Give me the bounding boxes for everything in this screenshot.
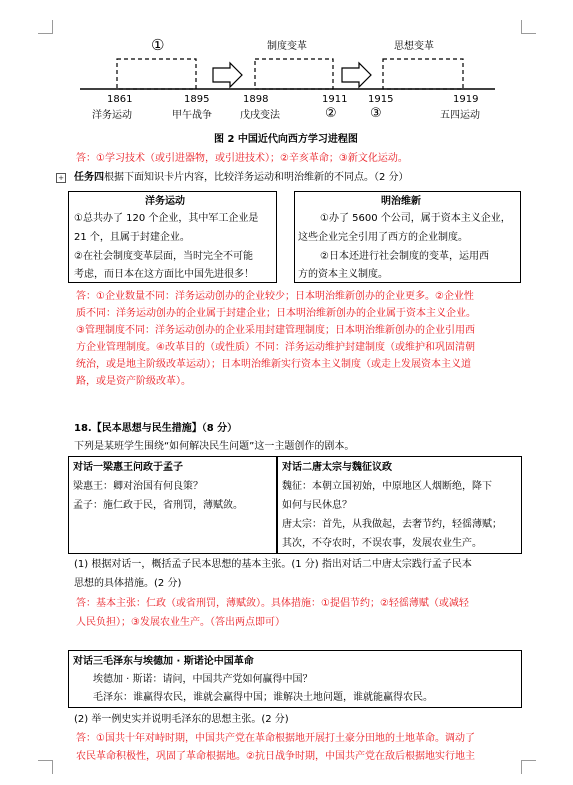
crop-mark: [38, 33, 53, 34]
crop-mark: [521, 20, 522, 34]
sub2-text: (2) 举一例史实并说明毛泽东的思想主张。(2 分): [74, 714, 289, 725]
timeline-year: 1919: [453, 94, 479, 105]
crop-mark: [38, 760, 53, 761]
dialog1-line: 孟子：施仁政于民，省刑罚，薄赋敛。: [73, 500, 243, 511]
timeline-event: 戊戌变法: [240, 110, 280, 121]
dialog3-line: 毛泽东：谁赢得农民，谁就会赢得中国；谁解决土地问题，谁就能赢得农民。: [93, 692, 433, 703]
q18-heading: 18.【民本思想与民生措施】（8 分）: [74, 423, 238, 434]
answer-4-line: 农民革命积极性，巩固了革命根据地。②抗日战争时期，中国共产党在敌后根据地实行地主: [76, 751, 475, 762]
dialog-divider: [276, 456, 278, 553]
card-meiji-line: 这些企业完全引用了西方的企业制度。: [298, 232, 468, 243]
answer-2-line: 路，或是资产阶级改革）。: [76, 376, 191, 387]
dialog1-line: 梁惠王：卿对治国有何良策？: [73, 481, 203, 492]
timeline-event: ②: [325, 106, 337, 121]
card-yangwu-line: ①总共办了 120 个企业，其中军工企业是: [74, 213, 259, 224]
timeline-year: 1915: [368, 94, 394, 105]
answer-1: 答：①学习技术（或引进器物，或引进技术）；②辛亥革命；③新文化运动。: [76, 153, 408, 164]
figure-caption: 图 2 中国近代向西方学习进程图: [214, 134, 358, 145]
timeline-year: 1895: [184, 94, 210, 105]
answer-2-line: 答：①企业数量不同：洋务运动创办的企业较少；日本明治维新创办的企业更多。②企业性: [76, 291, 474, 302]
dialog1-title: 对话一梁惠王问政于孟子: [73, 462, 183, 473]
q18-intro: 下列是某班学生围绕“如何解决民生问题”这一主题创作的剧本。: [74, 441, 355, 452]
timeline-event: ③: [370, 106, 382, 121]
crop-mark: [521, 760, 522, 774]
timeline-circle-one: ①: [151, 36, 165, 54]
crop-mark: [52, 20, 53, 34]
dialog3-line: 埃德加 · 斯诺：请问，中国共产党如何赢得中国？: [93, 674, 313, 685]
timeline-year: 1911: [322, 94, 348, 105]
task4-lead: 任务四: [74, 172, 104, 183]
card-meiji-title: 明治维新: [381, 196, 421, 207]
timeline-event: 洋务运动: [92, 110, 132, 121]
timeline-year: 1861: [107, 94, 133, 105]
card-meiji-line: ①办了 5600 个公司，属于资本主义企业，: [320, 213, 511, 224]
answer-2-line: 方企业管理制度。④改革目的（或性质）不同：洋务运动维护封建制度（或维护和巩固清朝: [76, 342, 475, 353]
timeline-label-institution: 制度变革: [267, 41, 307, 52]
dialog2-line: 唐太宗：首先，从我做起，去奢节约，轻徭薄赋；: [282, 519, 502, 530]
answer-4-line: 答：①国共十年对峙时期，中国共产党在革命根据地开展打土豪分田地的土地革命。调动了: [76, 733, 475, 744]
dialog2-line: 如何与民休息？: [282, 500, 352, 511]
timeline-event: 五四运动: [440, 110, 480, 121]
card-meiji-line: ②日本还进行社会制度的变革，运用西: [320, 251, 489, 262]
answer-2-line: 统治，或是地主阶级改革运动）；日本明治维新实行资本主义制度（或走上发展资本主义道: [76, 359, 471, 370]
card-meiji-line: 方的资本主义制度。: [298, 269, 388, 280]
dialog2-line: 其次，不夺农时，不误农事，发展农业生产。: [282, 538, 482, 549]
card-yangwu-line: ②在社会制度变革层面，当时完全不可能: [74, 251, 253, 262]
dialog3-title: 对话三毛泽东与埃德加 · 斯诺论中国革命: [73, 656, 254, 667]
dialog2-title: 对话二唐太宗与魏征议政: [282, 462, 392, 473]
timeline-label-thought: 思想变革: [394, 41, 434, 52]
table-move-handle[interactable]: +: [56, 173, 66, 183]
answer-2-line: ③管理制度不同：洋务运动创办的企业采用封建管理制度；日本明治维新创办的企业引用西: [76, 325, 475, 336]
answer-3-line: 人民负担）；③发展农业生产。（答出两点即可）: [76, 617, 285, 628]
card-yangwu-line: 考虑，而日本在这方面比中国先进很多！: [74, 269, 254, 280]
answer-3-line: 答：基本主张：仁政（或省刑罚，薄赋敛）。具体措施：①提倡节约；②轻徭薄赋（或减轻: [76, 598, 469, 609]
task4-line: [74, 171, 409, 184]
crop-mark: [521, 760, 536, 761]
crop-mark: [52, 760, 53, 774]
dialog2-line: 魏征：本朝立国初始，中原地区人烟断绝，降下: [282, 481, 492, 492]
timeline-year: 1898: [243, 94, 269, 105]
card-yangwu-line: 21 个，且属于封建企业。: [74, 232, 190, 243]
card-yangwu-title: 洋务运动: [145, 196, 185, 207]
task4-text: 根据下面知识卡片内容，比较洋务运动和明治维新的不同点。（2 分）: [104, 172, 409, 183]
answer-2-line: 质不同：洋务运动创办的企业属于封建企业；日本明治维新创办的企业属于资本主义企业。: [76, 308, 476, 319]
timeline-event: 甲午战争: [172, 110, 212, 121]
sub1-line: (1) 根据对话一，概括孟子民本思想的基本主张。(1 分) 指出对话二中唐太宗践行孟子民本: [74, 559, 472, 570]
crop-mark: [521, 33, 536, 34]
sub1-line: 思想的具体措施。(2 分): [74, 578, 182, 589]
